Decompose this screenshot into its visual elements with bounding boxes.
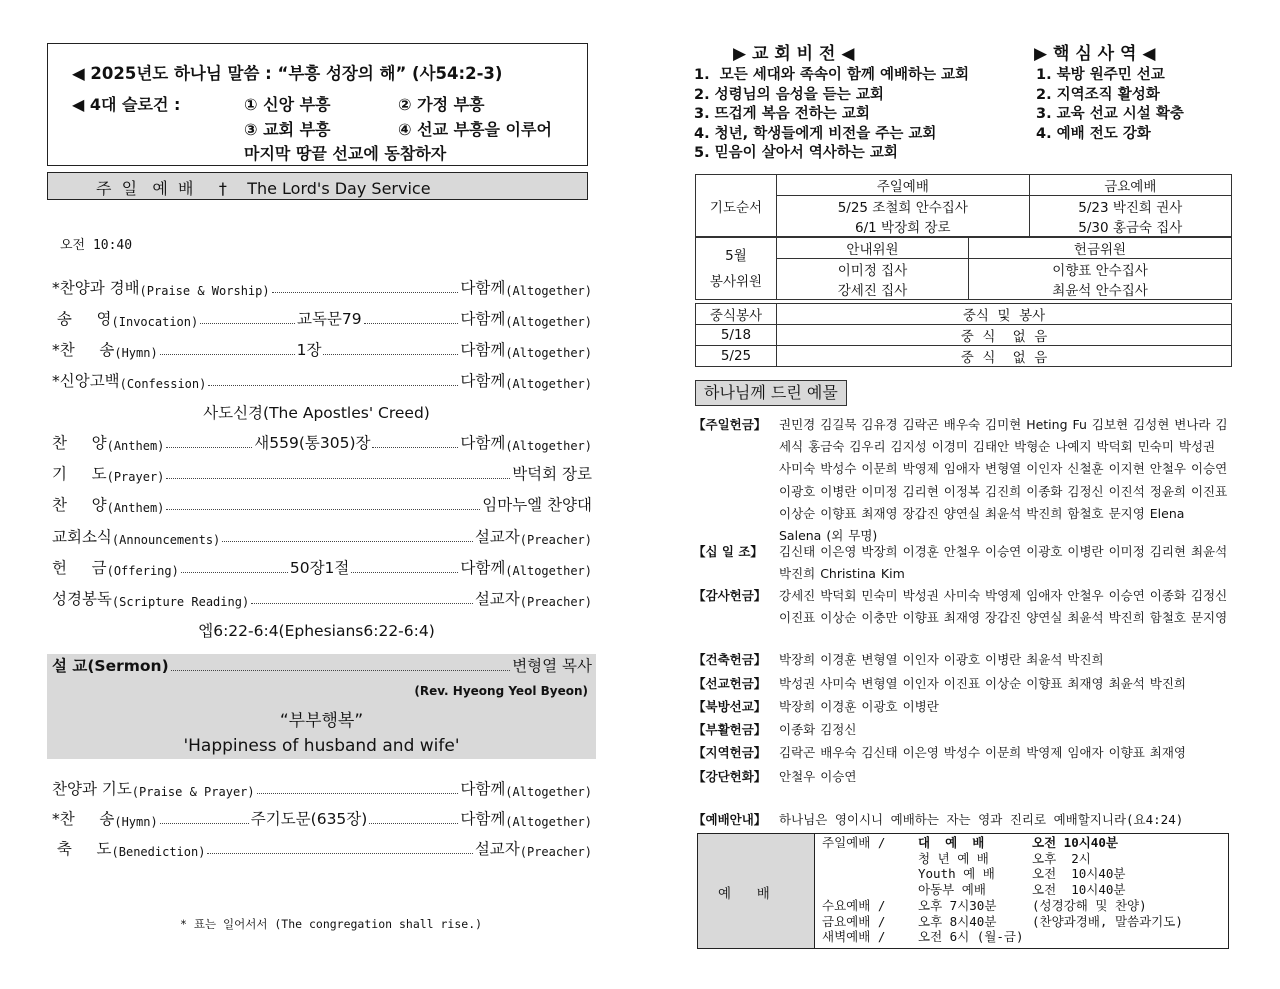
order-right-en: (Altogether) xyxy=(505,564,592,578)
order-name: 찬 양 xyxy=(52,496,107,514)
order-right: 다함께 xyxy=(460,372,506,390)
order-name: *신앙고백 xyxy=(52,372,120,390)
worship-time: 오전 10시40분 xyxy=(1032,866,1126,882)
worship-box-label-cell xyxy=(698,834,815,948)
core-title: ▶ 핵 심 사 역 ◀ xyxy=(1034,44,1156,64)
order-row xyxy=(52,493,592,515)
worship-time: (찬양과경배, 말씀과기도) xyxy=(1032,913,1183,929)
offering-label: 【지역헌금】 xyxy=(693,745,767,760)
order-mid: 주기도문(635장) xyxy=(250,810,368,828)
order-right: 설교자 xyxy=(474,528,520,546)
prayer-label: 기도순서 xyxy=(696,175,777,237)
worship-line xyxy=(822,851,1183,867)
prayer-c1a: 5/25 조철희 안수집사 xyxy=(777,196,1030,217)
order-right: 다함께 xyxy=(460,780,506,798)
offering-names: 김신태 이은영 박장희 이경훈 안철우 이승연 이광호 이병란 이미정 김리현 최윤석 박진희 Christina Kim xyxy=(779,544,1228,582)
worship-guide-text: 하나님은 영이시니 예배하는 자는 영과 진리로 예배할지니라(요4:24) xyxy=(779,812,1184,827)
worship-time: 오전 10시40분 xyxy=(1032,835,1118,850)
slogan-label: ◀ 4대 슬로건 : xyxy=(72,95,181,114)
meal-val: 중 식 없 음 xyxy=(777,325,1232,346)
sermon-preacher-en: (Rev. Hyeong Yeol Byeon) xyxy=(414,684,588,698)
core-item: 4. 예배 전도 강화 xyxy=(1036,125,1151,142)
order-en: (Invocation) xyxy=(111,315,199,329)
order-name: 송 영 xyxy=(52,310,112,328)
offering-label: 【십 일 조】 xyxy=(693,544,763,559)
order-en: (Confession) xyxy=(119,377,207,391)
order-name: *찬양과 경배 xyxy=(52,279,140,297)
offering-label: 【선교헌금】 xyxy=(693,676,767,691)
offering-label: 【건축헌금】 xyxy=(693,652,767,667)
vision-item: 1. 모든 세대와 족속이 함께 예배하는 교회 xyxy=(694,67,970,83)
volunteer-c1b: 강세진 집사 xyxy=(777,279,969,300)
creed: 사도신경(The Apostles' Creed) xyxy=(203,404,430,422)
sermon-preacher: 변형열 목사 xyxy=(512,657,592,675)
offering-label: 【부활헌금】 xyxy=(693,722,767,737)
worship-name: 아동부 예배 xyxy=(918,882,986,898)
motto-box xyxy=(47,43,588,166)
order-right-en: (Preacher) xyxy=(519,845,592,859)
order-en: (Hymn) xyxy=(114,346,158,360)
worship-box xyxy=(697,833,1229,949)
order-en: (Hymn) xyxy=(114,815,158,829)
footnote: * 표는 일어서서 (The congregation shall rise.) xyxy=(180,917,483,931)
offering-names: 이종화 김정신 xyxy=(779,722,857,737)
order-row xyxy=(52,525,592,547)
vision-item: 3. 뜨겁게 복음 전하는 교회 xyxy=(694,106,870,122)
order-right-en: (Preacher) xyxy=(519,533,592,547)
order-name: 찬양과 기도 xyxy=(52,780,132,798)
order-mid: 새559(통305)장 xyxy=(254,434,371,452)
meal-date: 5/25 xyxy=(696,346,777,367)
order-mid: 1장 xyxy=(296,341,322,359)
order-mid: 교독문79 xyxy=(296,310,362,328)
scripture: 엡6:22-6:4(Ephesians6:22-6:4) xyxy=(198,622,435,640)
order-right: 다함께 xyxy=(460,310,506,328)
worship-cat: 금요예배 / xyxy=(822,913,886,929)
offering-label: 【강단헌화】 xyxy=(693,769,767,784)
offering-label: 【감사헌금】 xyxy=(693,588,767,603)
prayer-c2a: 5/23 박진희 권사 xyxy=(1029,196,1231,217)
order-row xyxy=(52,307,592,329)
prayer-c1b: 6/1 박장희 장로 xyxy=(777,216,1030,237)
meal-val: 중 식 없 음 xyxy=(777,346,1232,367)
volunteer-table xyxy=(695,237,1232,300)
worship-line xyxy=(822,914,1183,930)
order-right-en: (Altogether) xyxy=(505,377,592,391)
worship-guide-label: 【예배안내】 xyxy=(693,812,767,827)
motto-line1: ◀ 2025년도 하나님 말씀 : “부흥 성장의 해” (사54:2-3) xyxy=(72,64,503,83)
vision-list xyxy=(694,66,969,164)
worship-line xyxy=(822,929,1183,945)
slogan-1: ① 신앙 부흥 xyxy=(244,95,331,114)
core-item: 3. 교육 선교 시설 확충 xyxy=(1036,106,1184,122)
order-right-en: (Preacher) xyxy=(519,595,592,609)
order-mid: 50장1절 xyxy=(289,559,350,577)
offering-label: 【주일헌금】 xyxy=(693,417,767,432)
meal-table xyxy=(695,303,1232,367)
order-right: 다함께 xyxy=(460,810,506,828)
service-title-bar xyxy=(47,172,588,200)
order-row xyxy=(52,807,592,829)
worship-name: 오후 8시40분 xyxy=(918,913,997,929)
vision-item: 4. 청년, 학생들에게 비전을 주는 교회 xyxy=(694,125,937,142)
vision-title: ▶ 교 회 비 전 ◀ xyxy=(733,44,855,64)
offering-names: 권민경 김길묵 김유경 김락곤 배우숙 김미현 Heting Fu 김보현 김성현 변나라 김세식 홍금숙 김우리 김지성 이경미 김태안 박형순 나예지 박덕회 민숙미 박성권 사미숙 박성수 이문희 박영제 임애자 변형열 이인자 신철훈 이지현 안철우 이승연 이광호 이병란 이미정 김리현 이정복 김진희 이종화 김정신 이진석 정윤희 이진표 이상순 이향표 최재영 장갑진 양연실 최윤석 박진희 함철호 문지영 Elena Salena (외 무명) xyxy=(779,417,1228,544)
slogan-2: ② 가정 부흥 xyxy=(398,95,485,114)
core-item: 2. 지역조직 활성화 xyxy=(1036,86,1160,103)
worship-line xyxy=(822,866,1183,882)
offering-names: 강세진 박덕회 민숙미 박성권 사미숙 박영제 임애자 안철우 이승연 이종화 김정신 이진표 이상순 이충만 이향표 최재영 장갑진 양연실 최윤석 박진희 함철호 문지영 xyxy=(779,588,1228,626)
order-en: (Announcements) xyxy=(111,533,221,547)
offering-names: 박장희 이경훈 변형열 이인자 이광호 이병란 최윤석 박진희 xyxy=(779,652,1104,667)
order-right-en: (Altogether) xyxy=(505,785,592,799)
order-name: 기 도 xyxy=(52,465,107,483)
worship-line xyxy=(822,898,1183,914)
order-right: 다함께 xyxy=(460,279,506,297)
order-en: (Praise & Worship) xyxy=(139,284,270,298)
order-row xyxy=(52,837,592,859)
order-en: (Offering) xyxy=(106,564,179,578)
worship-cat: 수요예배 / xyxy=(822,897,886,913)
order-right: 설교자 xyxy=(474,590,520,608)
order-right: 임마누엘 찬양대 xyxy=(482,496,592,514)
order-right: 다함께 xyxy=(460,559,506,577)
order-right-en: (Altogether) xyxy=(505,439,593,453)
prayer-c2b: 5/30 홍금숙 집사 xyxy=(1029,216,1231,237)
worship-cat xyxy=(822,882,918,898)
offering-names: 김락곤 배우숙 김신태 이은영 박성수 이문희 박영제 임애자 이향표 최재영 xyxy=(779,745,1187,760)
volunteer-c1a: 이미정 집사 xyxy=(777,259,969,280)
service-time: 오전 10:40 xyxy=(60,238,133,253)
order-right-en: (Altogether) xyxy=(505,346,593,360)
worship-cat xyxy=(822,866,918,882)
sermon-block xyxy=(47,654,596,759)
order-en: (Anthem) xyxy=(106,501,165,515)
worship-cat: 주일예배 / xyxy=(822,835,886,850)
order-en: (Benediction) xyxy=(111,845,206,859)
worship-name: Youth 예 배 xyxy=(918,866,995,882)
worship-name: 오후 7시30분 xyxy=(918,897,997,913)
worship-box-label: 예 배 xyxy=(718,886,770,902)
prayer-h2: 금요예배 xyxy=(1029,175,1231,196)
worship-time: 오후 2시 xyxy=(1032,850,1091,866)
offering-names: 박성권 사미숙 변형열 이인자 이진표 이상순 이향표 최재영 최윤석 박진희 xyxy=(779,676,1187,691)
vision-item: 5. 믿음이 살아서 역사하는 교회 xyxy=(694,145,898,161)
order-row xyxy=(52,587,592,609)
volunteer-h2: 헌금위원 xyxy=(968,238,1231,259)
worship-line xyxy=(822,882,1183,898)
order-right-en: (Altogether) xyxy=(505,815,592,829)
order-name: 교회소식 xyxy=(52,528,112,546)
worship-name: 대 예 배 xyxy=(918,835,985,850)
sermon-title-ko: “부부행복” xyxy=(279,711,364,731)
slogan-4: ④ 선교 부흥을 이루어 xyxy=(398,120,552,139)
offering-names: 안철우 이승연 xyxy=(779,769,857,784)
prayer-table xyxy=(695,174,1232,237)
prayer-h1: 주일예배 xyxy=(777,175,1030,196)
meal-h1: 중식봉사 xyxy=(696,304,777,325)
order-row xyxy=(52,556,592,578)
worship-cat xyxy=(822,851,918,867)
core-list xyxy=(1036,66,1184,144)
order-row xyxy=(52,462,592,484)
order-right: 설교자 xyxy=(474,840,520,858)
offering-names: 박장희 이경훈 이광호 이병란 xyxy=(779,699,939,714)
meal-h2: 중식 및 봉사 xyxy=(777,304,1232,325)
worship-time: (성경강해 및 찬양) xyxy=(1032,897,1147,913)
offering-title: 하나님께 드린 예물 xyxy=(695,380,847,406)
order-en: (Anthem) xyxy=(106,439,165,453)
worship-line xyxy=(822,835,1183,851)
order-en: (Prayer) xyxy=(106,470,165,484)
vision-item: 2. 성령님의 음성을 듣는 교회 xyxy=(694,86,884,103)
volunteer-label: 5월 봉사위원 xyxy=(696,238,777,300)
core-item: 1. 북방 원주민 선교 xyxy=(1036,67,1165,83)
order-right-en: (Altogether) xyxy=(505,315,592,329)
order-row xyxy=(52,369,592,391)
order-en: (Praise & Prayer) xyxy=(131,785,255,799)
order-row xyxy=(52,276,592,298)
worship-name: 청 년 예 배 xyxy=(918,850,989,866)
order-name: *찬 송 xyxy=(52,341,115,359)
order-name: 찬 양 xyxy=(52,434,107,452)
order-row xyxy=(52,431,592,453)
service-title: 주 일 예 배 † The Lord's Day Service xyxy=(96,179,431,198)
order-name: 헌 금 xyxy=(52,559,107,577)
order-right: 다함께 xyxy=(460,434,506,452)
order-name: 축 도 xyxy=(52,840,112,858)
worship-name: 오전 6시 (월-금) xyxy=(918,929,1024,945)
sermon-label: 설 교(Sermon) xyxy=(52,657,169,675)
sermon-title-en: 'Happiness of husband and wife' xyxy=(183,736,460,756)
slogan-5: 마지막 땅끝 선교에 동참하자 xyxy=(244,144,447,163)
order-name: 성경봉독 xyxy=(52,590,112,608)
order-row xyxy=(52,777,592,799)
order-right: 다함께 xyxy=(460,341,506,359)
worship-time: 오전 10시40분 xyxy=(1032,882,1126,898)
order-right: 박덕회 장로 xyxy=(512,465,592,483)
volunteer-c2b: 최윤석 안수집사 xyxy=(968,279,1231,300)
order-en: (Scripture Reading) xyxy=(111,595,250,609)
order-row xyxy=(52,338,592,360)
meal-date: 5/18 xyxy=(696,325,777,346)
volunteer-h1: 안내위원 xyxy=(777,238,969,259)
worship-cat: 새벽예배 / xyxy=(822,929,886,945)
offering-label: 【북방선교】 xyxy=(693,699,767,714)
order-right-en: (Altogether) xyxy=(505,284,592,298)
slogan-3: ③ 교회 부흥 xyxy=(244,120,331,139)
volunteer-c2a: 이향표 안수집사 xyxy=(968,259,1231,280)
order-name: *찬 송 xyxy=(52,810,115,828)
